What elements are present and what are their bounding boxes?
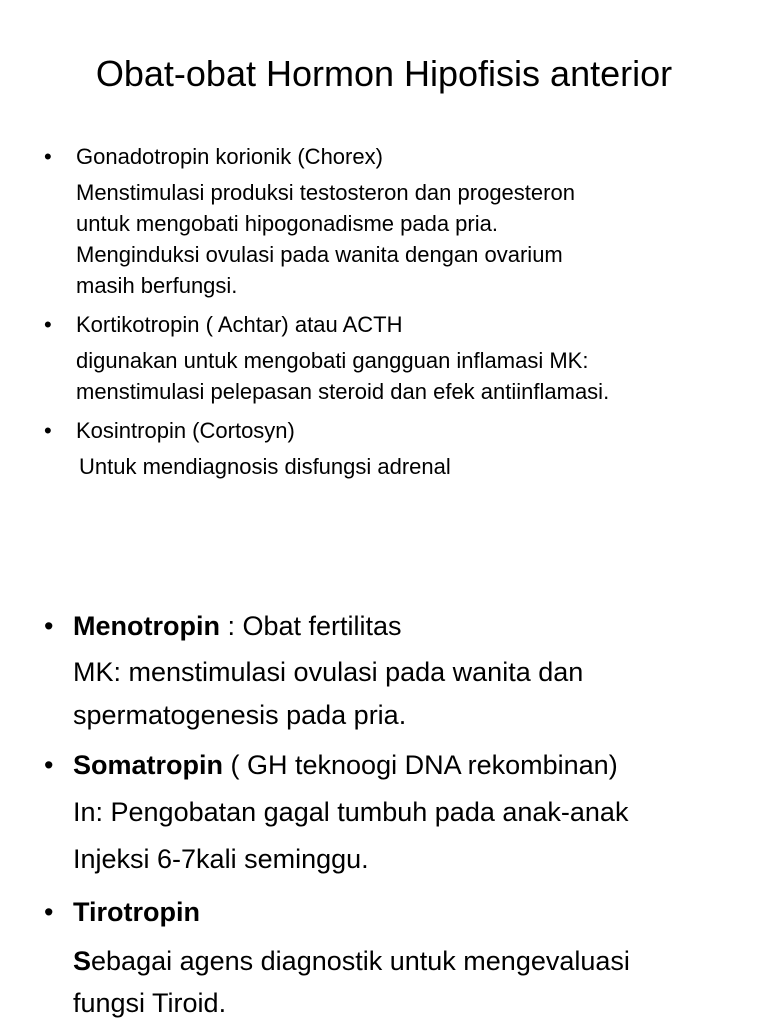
drug-description-line: [73, 941, 630, 981]
bullet-icon: •: [44, 144, 52, 169]
drug-name: Kortikotropin ( Achtar) atau ACTH: [76, 312, 403, 337]
drug-name: Kosintropin (Cortosyn): [76, 418, 295, 443]
drug-name: Somatropin: [73, 750, 224, 780]
drug-description-line: spermatogenesis pada pria.: [73, 700, 407, 730]
bullet-icon: •: [44, 611, 54, 641]
drug-description-line: masih berfungsi.: [76, 273, 238, 298]
drug-description-line: Menstimulasi produksi testosteron dan progesteron: [76, 180, 575, 205]
drug-name-suffix: ( GH teknoogi DNA rekombinan): [223, 750, 618, 780]
slide-bottom: [0, 512, 768, 1024]
drug-heading: [73, 745, 618, 785]
drug-description-line: fungsi Tiroid.: [73, 988, 227, 1018]
drug-description-line: digunakan untuk mengobati gangguan inflamasi MK:: [76, 348, 589, 373]
drug-heading: [73, 892, 200, 932]
bullet-icon: •: [44, 750, 54, 780]
drug-name: Menotropin: [73, 611, 220, 641]
bullet-icon: •: [44, 312, 52, 337]
drug-description-line: Untuk mendiagnosis disfungsi adrenal: [79, 454, 451, 479]
drug-description-first-letter: S: [73, 946, 92, 976]
drug-name-suffix: : Obat fertilitas: [219, 611, 402, 641]
drug-description-line: menstimulasi pelepasan steroid dan efek antiinflamasi.: [76, 379, 610, 404]
drug-description-line: untuk mengobati hipogonadisme pada pria.: [76, 211, 498, 236]
drug-description-line: Menginduksi ovulasi pada wanita dengan ovarium: [76, 242, 563, 267]
drug-name: Tirotropin: [73, 897, 200, 927]
drug-description-line: Injeksi 6-7kali seminggu.: [73, 844, 369, 874]
slide-title: Obat-obat Hormon Hipofisis anterior: [95, 53, 673, 94]
drug-name: Gonadotropin korionik (Chorex): [76, 144, 383, 169]
drug-description-rest: ebagai agens diagnostik untuk mengevaluasi: [91, 946, 630, 976]
drug-description-line: In: Pengobatan gagal tumbuh pada anak-anak: [73, 797, 629, 827]
drug-description-line: MK: menstimulasi ovulasi pada wanita dan: [73, 657, 584, 687]
bullet-icon: •: [44, 897, 54, 927]
drug-heading: [73, 606, 402, 646]
bullet-icon: •: [44, 418, 52, 443]
